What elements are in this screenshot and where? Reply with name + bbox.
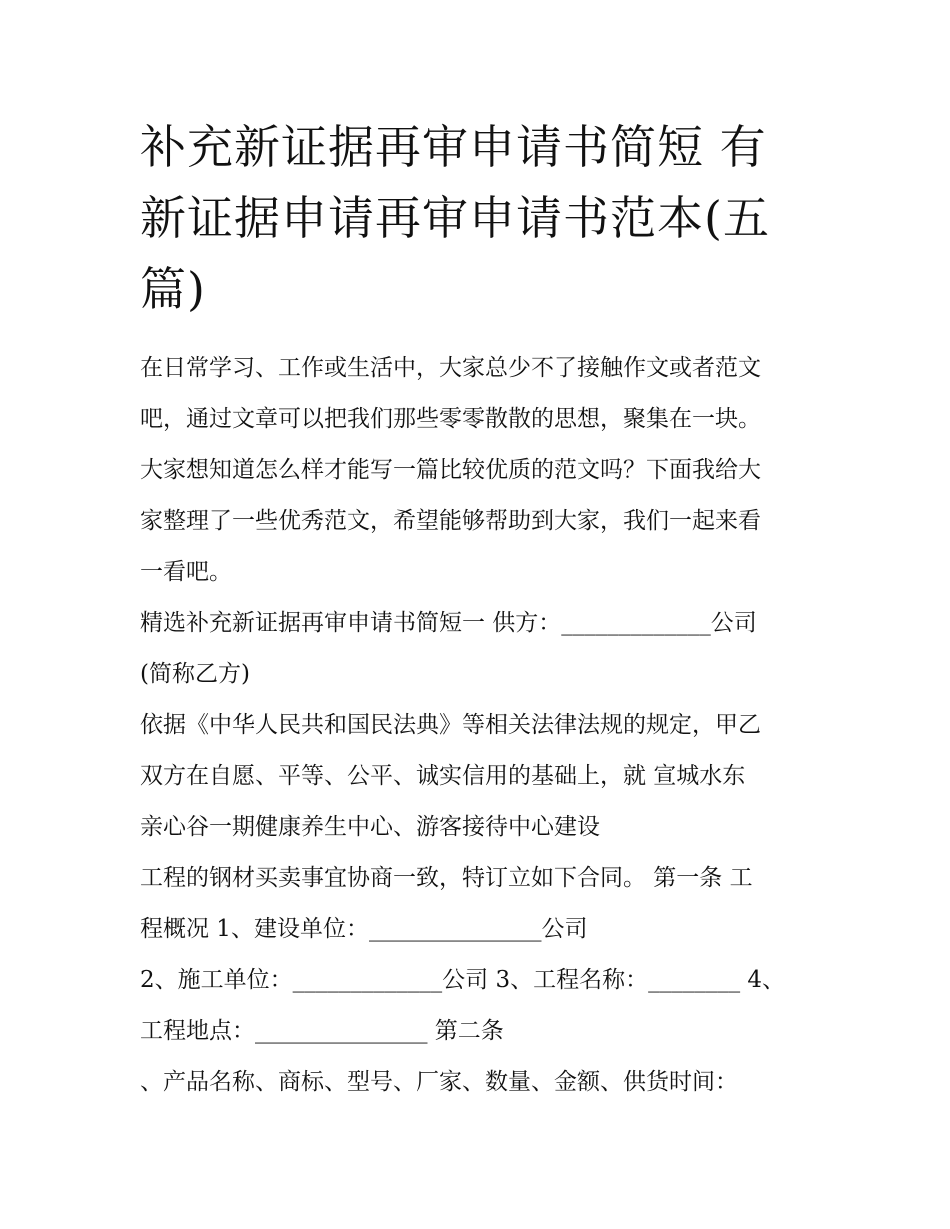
document-body <box>140 343 820 1108</box>
body-line: (简称乙方) <box>140 661 250 687</box>
title-line: 新证据申请再审申请书范本(五 <box>140 191 770 245</box>
body-line: 亲心谷一期健康养生中心、游客接待中心建设 <box>140 814 600 840</box>
body-line: 依据《中华人民共和国民法典》等相关法律法规的规定，甲乙 <box>140 712 761 738</box>
body-line: 在日常学习、工作或生活中，大家总少不了接触作文或者范文 <box>140 355 761 381</box>
body-line: 双方在自愿、平等、公平、诚实信用的基础上，就 宣城水东 <box>140 763 746 789</box>
body-line: 工程的钢材买卖事宜协商一致，特订立如下合同。 第一条 工 <box>140 865 753 891</box>
body-line: 程概况 1、建设单位：_______________公司 <box>140 916 588 942</box>
title-line: 篇) <box>140 262 206 316</box>
body-line: 一看吧。 <box>140 559 232 585</box>
body-line: 大家想知道怎么样才能写一篇比较优质的范文吗？下面我给大 <box>140 457 761 483</box>
body-line: 工程地点：_______________ 第二条 <box>140 1018 504 1044</box>
title-line: 补充新证据再审申请书简短 有 <box>140 120 767 174</box>
body-line: 、产品名称、商标、型号、厂家、数量、金额、供货时间： <box>140 1069 738 1095</box>
body-line: 2、施工单位：_____________公司 3、工程名称：________ 4、 <box>140 967 786 993</box>
body-line: 家整理了一些优秀范文，希望能够帮助到大家，我们一起来看 <box>140 508 761 534</box>
document-title <box>140 112 820 325</box>
body-line: 精选补充新证据再审申请书简短一 供方：_____________公司 <box>140 610 757 636</box>
body-line: 吧，通过文章可以把我们那些零零散散的思想，聚集在一块。 <box>140 406 761 432</box>
